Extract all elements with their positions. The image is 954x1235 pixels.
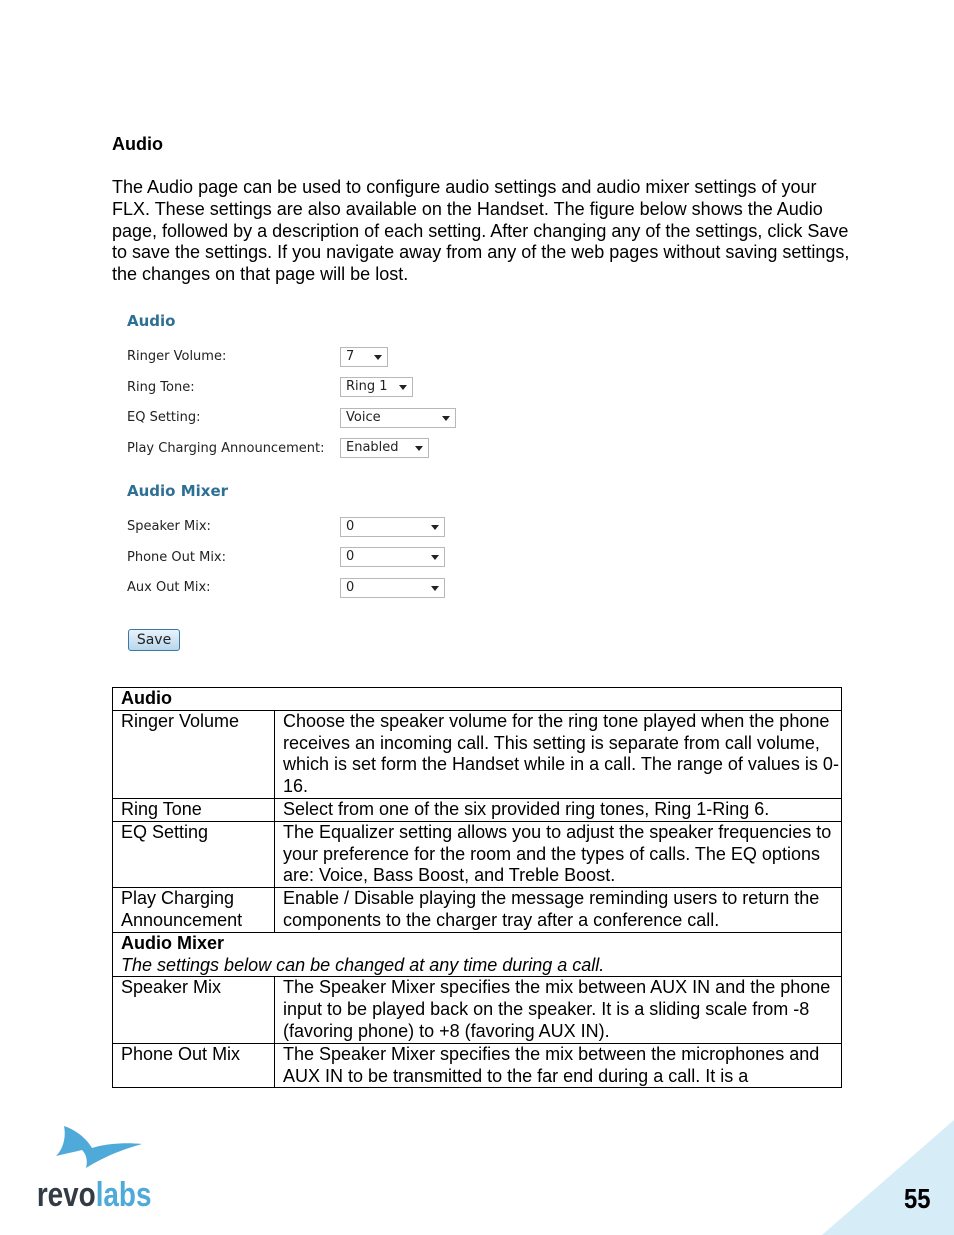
- phone-out-mix-value: 0: [346, 549, 355, 564]
- setting-description: The Speaker Mixer specifies the mix between AUX IN and the phone input to be played back on the speaker. It is a sliding scale from -8 (favoring phone) to +8 (favoring AUX IN).: [275, 977, 842, 1043]
- setting-description: Enable / Disable playing the message reminding users to return the components to the charger tray after a conference call.: [275, 888, 842, 933]
- logo-fin-shape: [56, 1126, 142, 1168]
- table-row: [113, 977, 842, 1043]
- save-button[interactable]: Save: [128, 629, 180, 651]
- speaker-mix-label: Speaker Mix:: [127, 519, 211, 534]
- speaker-mix-select[interactable]: [340, 517, 445, 537]
- table-section-row: [113, 932, 842, 977]
- charging-announcement-select[interactable]: [340, 438, 429, 458]
- charging-announcement-label: Play Charging Announcement:: [127, 441, 325, 456]
- ringer-volume-value: 7: [346, 349, 355, 364]
- table-row: [113, 821, 842, 887]
- revolabs-logo: [36, 1122, 156, 1214]
- intro-paragraph: The Audio page can be used to configure audio settings and audio mixer settings of your FLX. These settings are also available on the Handset. The figure below shows the Audio page, followed by a description of each setting. After changing any of the settings, click Save to save the settings. If you navigate away from any of the web pages without saving settings, the changes on that page will be lost.: [112, 177, 850, 285]
- setting-description: The Equalizer setting allows you to adjust the speaker frequencies to your preference for the room and the types of calls. The EQ options are: Voice, Bass Boost, and Treble Boost.: [275, 821, 842, 887]
- table-row: [113, 710, 842, 798]
- eq-setting-select[interactable]: [340, 408, 456, 428]
- phone-out-mix-label: Phone Out Mix:: [127, 550, 227, 565]
- audio-mixer-panel-title: Audio Mixer: [127, 482, 229, 500]
- section-heading: Audio: [112, 134, 163, 154]
- section-cell: [113, 932, 842, 977]
- eq-setting-value: Voice: [346, 410, 381, 425]
- charging-announcement-value: Enabled: [346, 440, 399, 455]
- chevron-down-icon: [374, 355, 382, 360]
- chevron-down-icon: [431, 555, 439, 560]
- logo-text-labs: labs: [95, 1175, 152, 1214]
- aux-out-mix-label: Aux Out Mix:: [127, 580, 211, 595]
- ringer-volume-select[interactable]: [340, 347, 388, 367]
- setting-name: Ringer Volume: [113, 710, 275, 798]
- settings-description-table: [112, 687, 842, 1088]
- audio-panel-title: Audio: [127, 312, 176, 330]
- page-corner-triangle: [822, 1120, 954, 1235]
- chevron-down-icon: [399, 385, 407, 390]
- setting-description: Choose the speaker volume for the ring tone played when the phone receives an incoming call. This setting is separate from call volume, which is set form the Handset while in a call. The range of values is 0-16.: [275, 710, 842, 798]
- section-note: The settings below can be changed at any time during a call.: [121, 954, 605, 975]
- speaker-mix-value: 0: [346, 519, 355, 534]
- table-row: [113, 888, 842, 933]
- ring-tone-label: Ring Tone:: [127, 380, 195, 395]
- setting-name: Ring Tone: [113, 798, 275, 821]
- ring-tone-value: Ring 1: [346, 379, 388, 394]
- section-title: Audio: [113, 688, 842, 711]
- chevron-down-icon: [431, 525, 439, 530]
- logo-wordmark: [37, 1175, 152, 1213]
- table-row: [113, 798, 842, 821]
- setting-name: Play Charging Announcement: [113, 888, 275, 933]
- section-title: Audio Mixer: [121, 932, 225, 953]
- table-section-row: [113, 688, 842, 711]
- page-number: 55: [904, 1183, 931, 1214]
- setting-description: Select from one of the six provided ring tones, Ring 1-Ring 6.: [275, 798, 842, 821]
- ring-tone-select[interactable]: [340, 377, 413, 397]
- chevron-down-icon: [442, 416, 450, 421]
- eq-setting-label: EQ Setting:: [127, 410, 201, 425]
- logo-text-revo: revo: [36, 1175, 96, 1214]
- aux-out-mix-value: 0: [346, 580, 355, 595]
- setting-name: Phone Out Mix: [113, 1043, 275, 1088]
- chevron-down-icon: [431, 586, 439, 591]
- setting-name: EQ Setting: [113, 821, 275, 887]
- phone-out-mix-select[interactable]: [340, 547, 445, 567]
- aux-out-mix-select[interactable]: [340, 578, 445, 598]
- ringer-volume-label: Ringer Volume:: [127, 349, 227, 364]
- table-row: [113, 1043, 842, 1088]
- setting-description: The Speaker Mixer specifies the mix between the microphones and AUX IN to be transmitted to the far end during a call. It is a: [275, 1043, 842, 1088]
- chevron-down-icon: [415, 446, 423, 451]
- setting-name: Speaker Mix: [113, 977, 275, 1043]
